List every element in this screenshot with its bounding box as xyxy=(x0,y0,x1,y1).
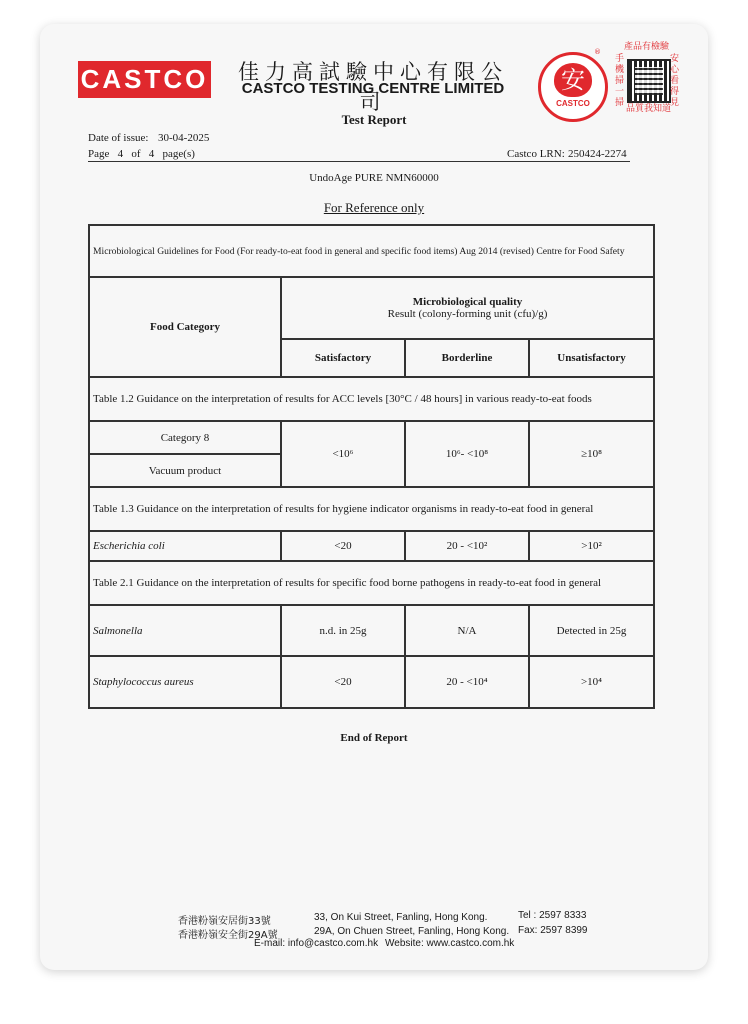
telephone: Tel : 2597 8333 xyxy=(518,910,587,921)
seal-label: CASTCO xyxy=(556,99,590,108)
ecoli-borderline: 20 - <10² xyxy=(405,531,529,561)
email-link[interactable]: E-mail: info@castco.com.hk xyxy=(254,938,379,949)
microbiological-table xyxy=(88,224,655,709)
quality-unit: Result (colony-forming unit (cfu)/g) xyxy=(387,308,548,320)
address-1-english: 33, On Kui Street, Fanling, Hong Kong. xyxy=(314,912,488,923)
unsatisfactory-header: Unsatisfactory xyxy=(529,339,654,377)
castco-logo: CASTCO xyxy=(78,61,211,98)
lrn-value: 250424-2274 xyxy=(568,148,627,160)
product-name: UndoAge PURE NMN60000 xyxy=(309,172,439,184)
salmonella-cell: Salmonella xyxy=(89,605,281,656)
reference-note: For Reference only xyxy=(323,200,425,215)
address-2-english: 29A, On Chuen Street, Fanling, Hong Kong. xyxy=(314,926,510,937)
qr-code-icon[interactable] xyxy=(627,59,671,103)
end-of-report: End of Report xyxy=(340,732,408,744)
page-number: Page 4 of 4 page(s) xyxy=(88,148,195,160)
heart-seal-icon: 安 xyxy=(554,63,592,97)
borderline-header: Borderline xyxy=(405,339,529,377)
satisfactory-header: Satisfactory xyxy=(281,339,405,377)
vacuum-product-cell: Vacuum product xyxy=(89,454,281,487)
qr-caption-right: 安心看得見 xyxy=(670,54,680,108)
address-1-chinese: 香港粉嶺安居街33號 xyxy=(178,916,271,927)
registered-mark: ® xyxy=(594,48,601,56)
staph-borderline: 20 - <10⁴ xyxy=(405,656,529,708)
report-page xyxy=(40,24,708,970)
table-1-3-heading: Table 1.3 Guidance on the interpretation of results for hygiene indicator organisms in ready-to-eat food in general xyxy=(89,487,654,531)
qr-caption-top: 產品有檢驗 xyxy=(624,42,670,52)
staph-unsatisfactory: >10⁴ xyxy=(529,656,654,708)
divider xyxy=(88,161,630,162)
acc-borderline: 10⁶- <10⁸ xyxy=(405,421,529,487)
address-2-chinese: 香港粉嶺安全街29A號 xyxy=(178,930,278,941)
qr-caption-left: 手機掃一掃 xyxy=(615,54,625,108)
staph-cell: Staphylococcus aureus xyxy=(89,656,281,708)
quality-title: Microbiological quality xyxy=(412,296,523,308)
category-cell: Category 8 xyxy=(89,421,281,454)
table-2-1-heading: Table 2.1 Guidance on the interpretation of results for specific food borne pathogens in ready-to-eat food in general xyxy=(89,561,654,605)
company-name-chinese: 佳力高試驗中心有限公司 xyxy=(238,60,508,114)
salmonella-unsatisfactory: Detected in 25g xyxy=(529,605,654,656)
table-1-2-heading: Table 1.2 Guidance on the interpretation of results for ACC levels [30°C / 48 hours] in various ready-to-eat foods xyxy=(89,377,654,421)
qr-caption-bottom: 品質我知道 xyxy=(626,104,672,114)
quality-header xyxy=(281,277,654,339)
ecoli-satisfactory: <20 xyxy=(281,531,405,561)
acc-unsatisfactory: ≥10⁸ xyxy=(529,421,654,487)
acc-satisfactory: <10⁶ xyxy=(281,421,405,487)
company-name-english: CASTCO TESTING CENTRE LIMITED xyxy=(241,80,505,97)
date-label: Date of issue: xyxy=(88,132,149,144)
website-link[interactable]: Website: www.castco.com.hk xyxy=(385,938,515,949)
salmonella-satisfactory: n.d. in 25g xyxy=(281,605,405,656)
salmonella-borderline: N/A xyxy=(405,605,529,656)
ecoli-cell: Escherichia coli xyxy=(89,531,281,561)
food-category-header: Food Category xyxy=(89,277,281,377)
ecoli-unsatisfactory: >10² xyxy=(529,531,654,561)
report-title: Test Report xyxy=(341,112,407,127)
date-value: 30-04-2025 xyxy=(158,132,210,144)
guidelines-row: Microbiological Guidelines for Food (For ready-to-eat food in general and specific food items) Aug 2014 (revised) Centre for Food Safety xyxy=(89,225,654,277)
fax: Fax: 2597 8399 xyxy=(518,925,588,936)
lrn-label: Castco LRN: xyxy=(507,148,565,160)
staph-satisfactory: <20 xyxy=(281,656,405,708)
